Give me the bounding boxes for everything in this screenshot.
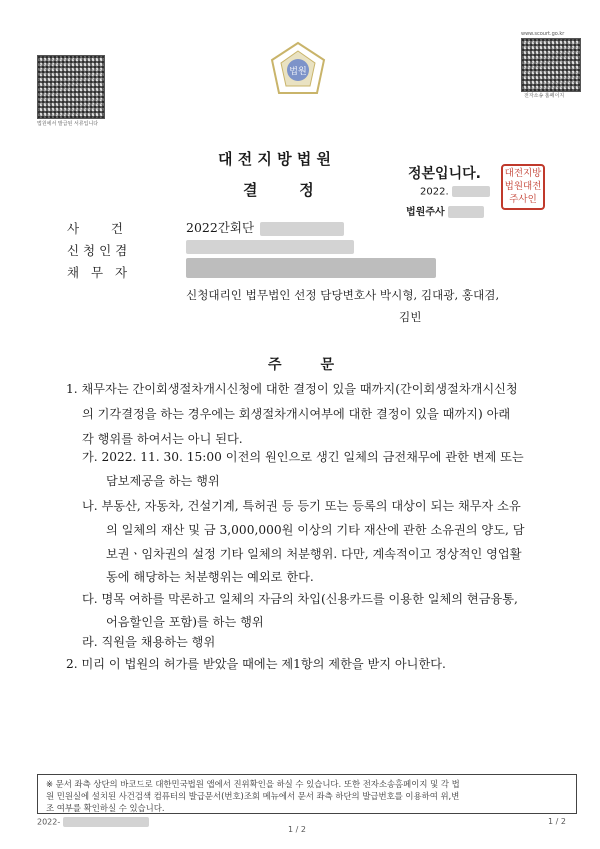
order-title: 주 문 [268,357,335,373]
court-name: 대 전 지 방 법 원 [218,150,332,168]
body-line-1: 1. 채무자는 간이회생절차개시신청에 대한 결정이 있을 때까지(간이회생절차개시신청 [66,382,518,396]
stamp-line: 대전지방 [504,168,542,179]
redacted-date [452,186,490,197]
qr-left-caption: 법원에서 발급된 서류입니다 [37,121,99,127]
body-line-10: 다. 명목 여하를 막론하고 일체의 자금의 차입(신용카드를 이용한 일체의 현금융통, [82,592,518,606]
certified-clerk [406,203,484,218]
certified-date-prefix: 2022. [420,186,449,198]
body-line-13: 2. 미리 이 법원의 허가를 받았을 때에는 제1항의 제한을 받지 아니한다. [66,657,446,671]
stamp-line: 주사인 [509,194,537,205]
qr-right-caption: 전자소송 홈페이지 [524,93,565,99]
page-number-center: 1 / 2 [288,825,306,834]
body-line-11: 어음할인을 포함)를 하는 행위 [106,615,264,629]
redacted-applicant-name [186,240,354,254]
authenticity-notice-box [37,774,577,814]
body-line-9: 동에 해당하는 처분행위는 예외로 한다. [106,570,314,584]
stamp-line: 법원대전 [504,181,542,192]
issue-number-prefix: 2022- [37,817,61,827]
attorney-line-2: 김빈 [399,310,422,324]
attorney-line-1: 신청대리인 법무법인 선정 담당변호사 박시형, 김대광, 홍대겸, [186,288,500,302]
verification-qr-code-left [37,55,105,119]
applicant-label: 신 청 인 겸 [67,243,128,258]
body-line-3: 각 행위를 하여서는 아니 된다. [82,432,243,446]
notice-line-3: 조 여부를 확인하실 수 있습니다. [46,803,165,813]
page-number-right: 1 / 2 [548,817,566,826]
court-seal-stamp [501,164,545,210]
body-line-8: 보권ㆍ임차권의 설정 기타 일체의 처분행위. 다만, 계속적이고 정상적인 영업활 [106,547,522,561]
body-line-12: 라. 직원을 채용하는 행위 [82,635,216,649]
notice-line-2: 원 민원실에 설치된 사건검색 컴퓨터의 발급문서(번호)조회 메뉴에서 문서 좌측 하단의 발급번호를 이용하여 위,변 [46,791,460,801]
court-emblem-icon [267,40,329,102]
emblem-text: 법원 [289,67,307,77]
redacted-issue-number [63,817,149,827]
body-line-6: 나. 부동산, 자동차, 건설기계, 특허권 등 등기 또는 등록의 대상이 되는 채무자 소유 [82,499,521,513]
certified-copy-label: 정본입니다. [408,166,481,182]
body-line-2: 의 기각결정을 하는 경우에는 회생절차개시여부에 대한 결정이 있을 때까지) 아래 [82,407,511,421]
debtor-label: 채 무 자 [67,265,128,280]
redacted-debtor-address [186,258,436,278]
verification-qr-code-right [521,38,581,92]
issue-number [37,817,149,827]
body-line-5: 담보제공을 하는 행위 [106,474,220,488]
case-number-prefix: 2022간회단 [186,220,255,235]
case-number [186,218,344,236]
redacted-clerk-name [448,206,484,218]
redacted-case-number [260,222,344,236]
clerk-prefix: 법원주사 [406,207,445,218]
qr-right-url: www.scourt.go.kr [521,31,565,37]
certified-date [420,186,490,198]
body-line-7: 의 일체의 재산 및 금 3,000,000원 이상의 기타 재산에 관한 소유권의 양도, 담 [106,523,525,537]
notice-line-1: ※ 문서 좌측 상단의 바코드로 대한민국법원 앱에서 진위확인을 하실 수 있습니다. 또한 전자소송홈페이지 및 각 법 [46,779,460,789]
document-type-title: 결 정 [243,181,314,199]
body-line-4: 가. 2022. 11. 30. 15:00 이전의 원인으로 생긴 일체의 금전채무에 관한 변제 또는 [82,450,524,464]
case-label: 사 건 [67,221,123,236]
